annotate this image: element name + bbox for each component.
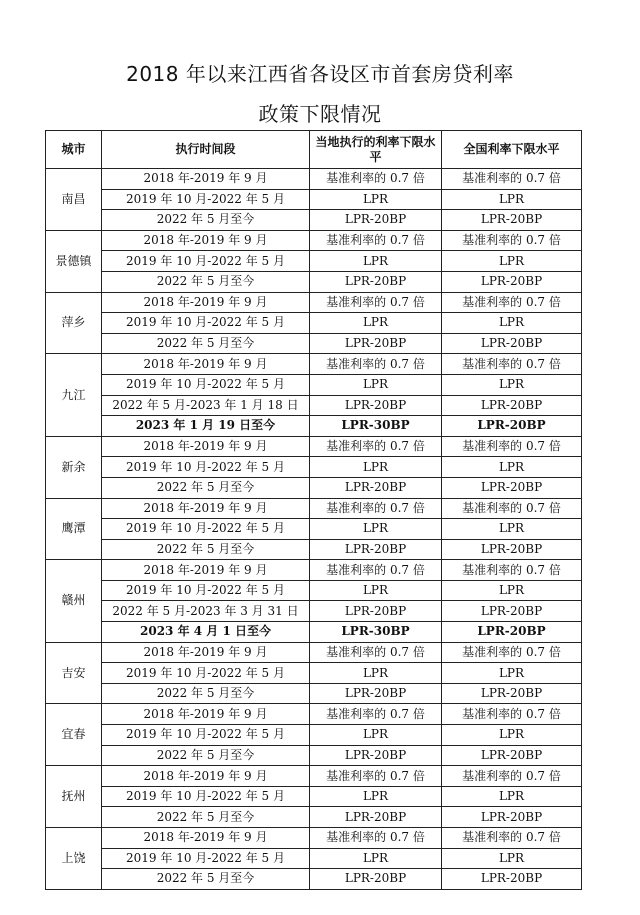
period-cell: 2022 年 5 月-2023 年 1 月 18 日 bbox=[102, 395, 310, 416]
table-row bbox=[46, 292, 582, 313]
national-rate-cell: LPR-20BP bbox=[442, 683, 582, 704]
local-rate-cell: LPR bbox=[310, 580, 442, 601]
local-rate-cell: LPR bbox=[310, 519, 442, 540]
table-row bbox=[46, 807, 582, 828]
national-rate-cell: LPR bbox=[442, 786, 582, 807]
period-cell: 2019 年 10 月-2022 年 5 月 bbox=[102, 457, 310, 478]
local-rate-cell: LPR bbox=[310, 251, 442, 272]
national-rate-cell: 基准利率的 0.7 倍 bbox=[442, 230, 582, 251]
period-cell: 2019 年 10 月-2022 年 5 月 bbox=[102, 189, 310, 210]
national-rate-cell: 基准利率的 0.7 倍 bbox=[442, 354, 582, 375]
national-rate-cell: LPR-20BP bbox=[442, 601, 582, 622]
local-rate-cell: LPR-20BP bbox=[310, 807, 442, 828]
table-row bbox=[46, 642, 582, 663]
period-cell: 2018 年-2019 年 9 月 bbox=[102, 169, 310, 190]
header-local-rate: 当地执行的利率下限水平 bbox=[310, 131, 442, 169]
local-rate-cell: LPR-20BP bbox=[310, 210, 442, 231]
national-rate-cell: LPR bbox=[442, 374, 582, 395]
national-rate-cell: LPR bbox=[442, 251, 582, 272]
period-cell: 2022 年 5 月-2023 年 3 月 31 日 bbox=[102, 601, 310, 622]
table-row bbox=[46, 457, 582, 478]
period-cell: 2023 年 4 月 1 日至今 bbox=[102, 622, 310, 643]
table-row bbox=[46, 539, 582, 560]
table-row bbox=[46, 766, 582, 787]
local-rate-cell: 基准利率的 0.7 倍 bbox=[310, 560, 442, 581]
period-cell: 2019 年 10 月-2022 年 5 月 bbox=[102, 663, 310, 684]
city-cell: 鹰潭 bbox=[46, 498, 102, 560]
local-rate-cell: LPR-20BP bbox=[310, 745, 442, 766]
header-city: 城市 bbox=[46, 131, 102, 169]
local-rate-cell: LPR-20BP bbox=[310, 395, 442, 416]
period-cell: 2022 年 5 月至今 bbox=[102, 807, 310, 828]
document-title-line-2: 政策下限情况 bbox=[258, 102, 382, 126]
table-row bbox=[46, 622, 582, 643]
local-rate-cell: LPR bbox=[310, 457, 442, 478]
table-header-row bbox=[46, 131, 582, 169]
national-rate-cell: LPR-20BP bbox=[442, 271, 582, 292]
local-rate-cell: LPR-20BP bbox=[310, 271, 442, 292]
period-cell: 2019 年 10 月-2022 年 5 月 bbox=[102, 251, 310, 272]
period-cell: 2018 年-2019 年 9 月 bbox=[102, 498, 310, 519]
table-row bbox=[46, 601, 582, 622]
national-rate-cell: 基准利率的 0.7 倍 bbox=[442, 828, 582, 849]
period-cell: 2022 年 5 月至今 bbox=[102, 271, 310, 292]
national-rate-cell: LPR-20BP bbox=[442, 477, 582, 498]
table-row bbox=[46, 786, 582, 807]
local-rate-cell: 基准利率的 0.7 倍 bbox=[310, 642, 442, 663]
table-row bbox=[46, 333, 582, 354]
period-cell: 2018 年-2019 年 9 月 bbox=[102, 292, 310, 313]
table-row bbox=[46, 580, 582, 601]
period-cell: 2019 年 10 月-2022 年 5 月 bbox=[102, 725, 310, 746]
table-row bbox=[46, 210, 582, 231]
city-cell: 吉安 bbox=[46, 642, 102, 704]
national-rate-cell: 基准利率的 0.7 倍 bbox=[442, 560, 582, 581]
period-cell: 2022 年 5 月至今 bbox=[102, 869, 310, 890]
national-rate-cell: 基准利率的 0.7 倍 bbox=[442, 169, 582, 190]
national-rate-cell: LPR-20BP bbox=[442, 539, 582, 560]
table-row bbox=[46, 374, 582, 395]
period-cell: 2022 年 5 月至今 bbox=[102, 683, 310, 704]
period-cell: 2019 年 10 月-2022 年 5 月 bbox=[102, 374, 310, 395]
national-rate-cell: LPR-20BP bbox=[442, 807, 582, 828]
table-body bbox=[46, 169, 582, 890]
table-row bbox=[46, 828, 582, 849]
local-rate-cell: 基准利率的 0.7 倍 bbox=[310, 354, 442, 375]
table-row bbox=[46, 416, 582, 437]
table-row bbox=[46, 663, 582, 684]
local-rate-cell: LPR bbox=[310, 313, 442, 334]
local-rate-cell: 基准利率的 0.7 倍 bbox=[310, 436, 442, 457]
local-rate-cell: 基准利率的 0.7 倍 bbox=[310, 169, 442, 190]
table-row bbox=[46, 725, 582, 746]
table-row bbox=[46, 704, 582, 725]
city-cell: 景德镇 bbox=[46, 230, 102, 292]
national-rate-cell: LPR-20BP bbox=[442, 210, 582, 231]
mortgage-rate-table bbox=[45, 130, 582, 890]
city-cell: 萍乡 bbox=[46, 292, 102, 354]
period-cell: 2019 年 10 月-2022 年 5 月 bbox=[102, 848, 310, 869]
national-rate-cell: LPR bbox=[442, 313, 582, 334]
table-row bbox=[46, 519, 582, 540]
local-rate-cell: LPR-30BP bbox=[310, 622, 442, 643]
city-cell: 九江 bbox=[46, 354, 102, 436]
table-row bbox=[46, 869, 582, 890]
local-rate-cell: LPR bbox=[310, 725, 442, 746]
period-cell: 2022 年 5 月至今 bbox=[102, 333, 310, 354]
national-rate-cell: LPR bbox=[442, 580, 582, 601]
local-rate-cell: LPR bbox=[310, 374, 442, 395]
header-national-rate: 全国利率下限水平 bbox=[442, 131, 582, 169]
local-rate-cell: 基准利率的 0.7 倍 bbox=[310, 498, 442, 519]
local-rate-cell: 基准利率的 0.7 倍 bbox=[310, 230, 442, 251]
national-rate-cell: LPR bbox=[442, 519, 582, 540]
national-rate-cell: 基准利率的 0.7 倍 bbox=[442, 436, 582, 457]
period-cell: 2018 年-2019 年 9 月 bbox=[102, 436, 310, 457]
city-cell: 宜春 bbox=[46, 704, 102, 766]
local-rate-cell: LPR-20BP bbox=[310, 601, 442, 622]
local-rate-cell: 基准利率的 0.7 倍 bbox=[310, 828, 442, 849]
table-row bbox=[46, 395, 582, 416]
national-rate-cell: LPR-20BP bbox=[442, 416, 582, 437]
national-rate-cell: LPR bbox=[442, 725, 582, 746]
table-row bbox=[46, 683, 582, 704]
city-cell: 抚州 bbox=[46, 766, 102, 828]
national-rate-cell: 基准利率的 0.7 倍 bbox=[442, 498, 582, 519]
national-rate-cell: LPR bbox=[442, 189, 582, 210]
national-rate-cell: LPR-20BP bbox=[442, 333, 582, 354]
period-cell: 2018 年-2019 年 9 月 bbox=[102, 704, 310, 725]
table-row bbox=[46, 230, 582, 251]
period-cell: 2019 年 10 月-2022 年 5 月 bbox=[102, 519, 310, 540]
period-cell: 2018 年-2019 年 9 月 bbox=[102, 354, 310, 375]
table-row bbox=[46, 560, 582, 581]
period-cell: 2018 年-2019 年 9 月 bbox=[102, 230, 310, 251]
city-cell: 赣州 bbox=[46, 560, 102, 642]
period-cell: 2022 年 5 月至今 bbox=[102, 539, 310, 560]
period-cell: 2023 年 1 月 19 日至今 bbox=[102, 416, 310, 437]
local-rate-cell: 基准利率的 0.7 倍 bbox=[310, 766, 442, 787]
period-cell: 2022 年 5 月至今 bbox=[102, 210, 310, 231]
period-cell: 2018 年-2019 年 9 月 bbox=[102, 642, 310, 663]
period-cell: 2022 年 5 月至今 bbox=[102, 477, 310, 498]
table-row bbox=[46, 271, 582, 292]
table-row bbox=[46, 251, 582, 272]
period-cell: 2019 年 10 月-2022 年 5 月 bbox=[102, 580, 310, 601]
national-rate-cell: LPR-20BP bbox=[442, 622, 582, 643]
local-rate-cell: LPR bbox=[310, 663, 442, 684]
national-rate-cell: 基准利率的 0.7 倍 bbox=[442, 292, 582, 313]
document-title-line-1: 2018 年以来江西省各设区市首套房贷利率 bbox=[126, 62, 514, 86]
table-row bbox=[46, 313, 582, 334]
local-rate-cell: LPR-20BP bbox=[310, 683, 442, 704]
national-rate-cell: 基准利率的 0.7 倍 bbox=[442, 704, 582, 725]
city-cell: 上饶 bbox=[46, 828, 102, 890]
local-rate-cell: LPR-30BP bbox=[310, 416, 442, 437]
city-cell: 新余 bbox=[46, 436, 102, 498]
table-row bbox=[46, 169, 582, 190]
national-rate-cell: LPR-20BP bbox=[442, 395, 582, 416]
local-rate-cell: LPR-20BP bbox=[310, 869, 442, 890]
period-cell: 2022 年 5 月至今 bbox=[102, 745, 310, 766]
table-row bbox=[46, 354, 582, 375]
table-row bbox=[46, 745, 582, 766]
local-rate-cell: LPR bbox=[310, 189, 442, 210]
national-rate-cell: LPR-20BP bbox=[442, 869, 582, 890]
period-cell: 2019 年 10 月-2022 年 5 月 bbox=[102, 313, 310, 334]
local-rate-cell: 基准利率的 0.7 倍 bbox=[310, 292, 442, 313]
national-rate-cell: 基准利率的 0.7 倍 bbox=[442, 642, 582, 663]
local-rate-cell: 基准利率的 0.7 倍 bbox=[310, 704, 442, 725]
table-row bbox=[46, 436, 582, 457]
table-row bbox=[46, 498, 582, 519]
period-cell: 2018 年-2019 年 9 月 bbox=[102, 828, 310, 849]
local-rate-cell: LPR bbox=[310, 786, 442, 807]
national-rate-cell: 基准利率的 0.7 倍 bbox=[442, 766, 582, 787]
city-cell: 南昌 bbox=[46, 169, 102, 231]
header-period: 执行时间段 bbox=[102, 131, 310, 169]
table-row bbox=[46, 848, 582, 869]
national-rate-cell: LPR bbox=[442, 457, 582, 478]
period-cell: 2018 年-2019 年 9 月 bbox=[102, 766, 310, 787]
local-rate-cell: LPR-20BP bbox=[310, 539, 442, 560]
local-rate-cell: LPR-20BP bbox=[310, 477, 442, 498]
national-rate-cell: LPR bbox=[442, 848, 582, 869]
period-cell: 2019 年 10 月-2022 年 5 月 bbox=[102, 786, 310, 807]
table-row bbox=[46, 477, 582, 498]
period-cell: 2018 年-2019 年 9 月 bbox=[102, 560, 310, 581]
local-rate-cell: LPR-20BP bbox=[310, 333, 442, 354]
table-row bbox=[46, 189, 582, 210]
national-rate-cell: LPR bbox=[442, 663, 582, 684]
local-rate-cell: LPR bbox=[310, 848, 442, 869]
national-rate-cell: LPR-20BP bbox=[442, 745, 582, 766]
